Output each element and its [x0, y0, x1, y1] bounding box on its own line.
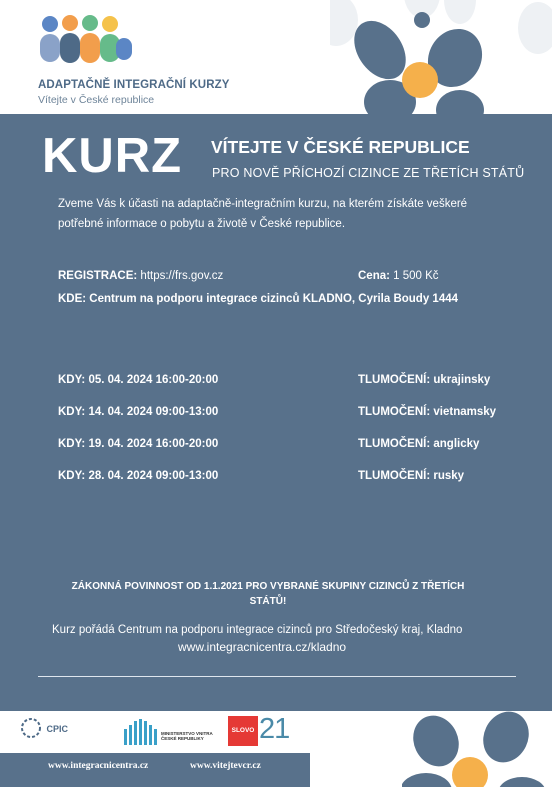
- session-date: KDY: 05. 04. 2024 16:00-20:00: [58, 374, 219, 386]
- price-label: Cena:: [358, 270, 390, 282]
- divider: [38, 676, 516, 677]
- logo-title: ADAPTAČNĚ INTEGRAČNÍ KURZY: [38, 79, 230, 91]
- session-interpreting: [358, 406, 496, 418]
- welcome-heading: VÍTEJTE V ČESKÉ REPUBLICE: [211, 137, 470, 157]
- interpreting-language: vietnamsky: [430, 406, 497, 418]
- session-interpreting: [358, 470, 464, 482]
- session-date: KDY: 28. 04. 2024 09:00-13:00: [58, 470, 219, 482]
- intro-text: Zveme Vás k účasti na adaptačně-integračním kurzu, na kterém získáte veškeré potřebné informace o pobytu a životě v České republice.: [58, 198, 468, 230]
- registration-label: REGISTRACE:: [58, 270, 138, 282]
- legal-notice: ZÁKONNÁ POVINNOST OD 1.1.2021 PRO VYBRANÉ SKUPINY CIZINCŮ Z TŘETÍCH STÁTŮ!: [71, 581, 465, 607]
- session-date: KDY: 19. 04. 2024 16:00-20:00: [58, 438, 219, 450]
- interpreting-language: anglicky: [430, 438, 480, 450]
- session-interpreting: [358, 438, 479, 450]
- location: KDE: Centrum na podporu integrace cizinců KLADNO, Cyrila Boudy 1444: [58, 293, 459, 305]
- website-link[interactable]: www.integracnicentra.cz/kladno: [178, 640, 347, 654]
- organizer-text: Kurz pořádá Centrum na podporu integrace cizinců pro Středočeský kraj, Kladno: [52, 624, 463, 636]
- flower-decoration-icon: [402, 711, 552, 787]
- session-date: KDY: 14. 04. 2024 09:00-13:00: [58, 406, 219, 418]
- course-logo-icon: [36, 14, 136, 74]
- interpreting-label: TLUMOČENÍ:: [358, 438, 431, 450]
- interpreting-language: rusky: [430, 470, 465, 482]
- interpreting-label: TLUMOČENÍ:: [358, 374, 431, 386]
- cpic-logo: [20, 717, 68, 739]
- footer-url-bar: [0, 753, 310, 787]
- target-audience: PRO NOVĚ PŘÍCHOZÍ CIZINCE ZE TŘETÍCH STÁTŮ: [212, 166, 525, 180]
- cpic-label: CPIC: [46, 724, 68, 735]
- cpic-logo-icon: [20, 717, 42, 739]
- price-row: [358, 270, 439, 282]
- slovo-logo: SLOVO: [228, 716, 258, 746]
- slovo-21-number: 21: [259, 713, 290, 745]
- course-info-panel: [0, 114, 552, 711]
- price-value: 1 500 Kč: [389, 270, 439, 282]
- ministry-logo-icon: [124, 719, 158, 745]
- logo-subtitle: Vítejte v České republice: [38, 94, 155, 106]
- registration-row: [58, 270, 223, 282]
- footer-link-vitejtevcr[interactable]: www.vitejtevcr.cz: [190, 761, 261, 771]
- flower-decoration-icon: [330, 0, 552, 114]
- interpreting-language: ukrajinsky: [430, 374, 491, 386]
- session-interpreting: [358, 374, 490, 386]
- ministry-label: MINISTERSTVO VNITRA ČESKÉ REPUBLIKY: [161, 731, 213, 741]
- footer-link-integracnicentra[interactable]: www.integracnicentra.cz: [48, 761, 149, 771]
- interpreting-label: TLUMOČENÍ:: [358, 470, 431, 482]
- registration-link[interactable]: https://frs.gov.cz: [137, 270, 224, 282]
- footer: [0, 711, 552, 787]
- interpreting-label: TLUMOČENÍ:: [358, 406, 431, 418]
- header: [0, 0, 552, 114]
- course-heading: KURZ: [42, 129, 183, 183]
